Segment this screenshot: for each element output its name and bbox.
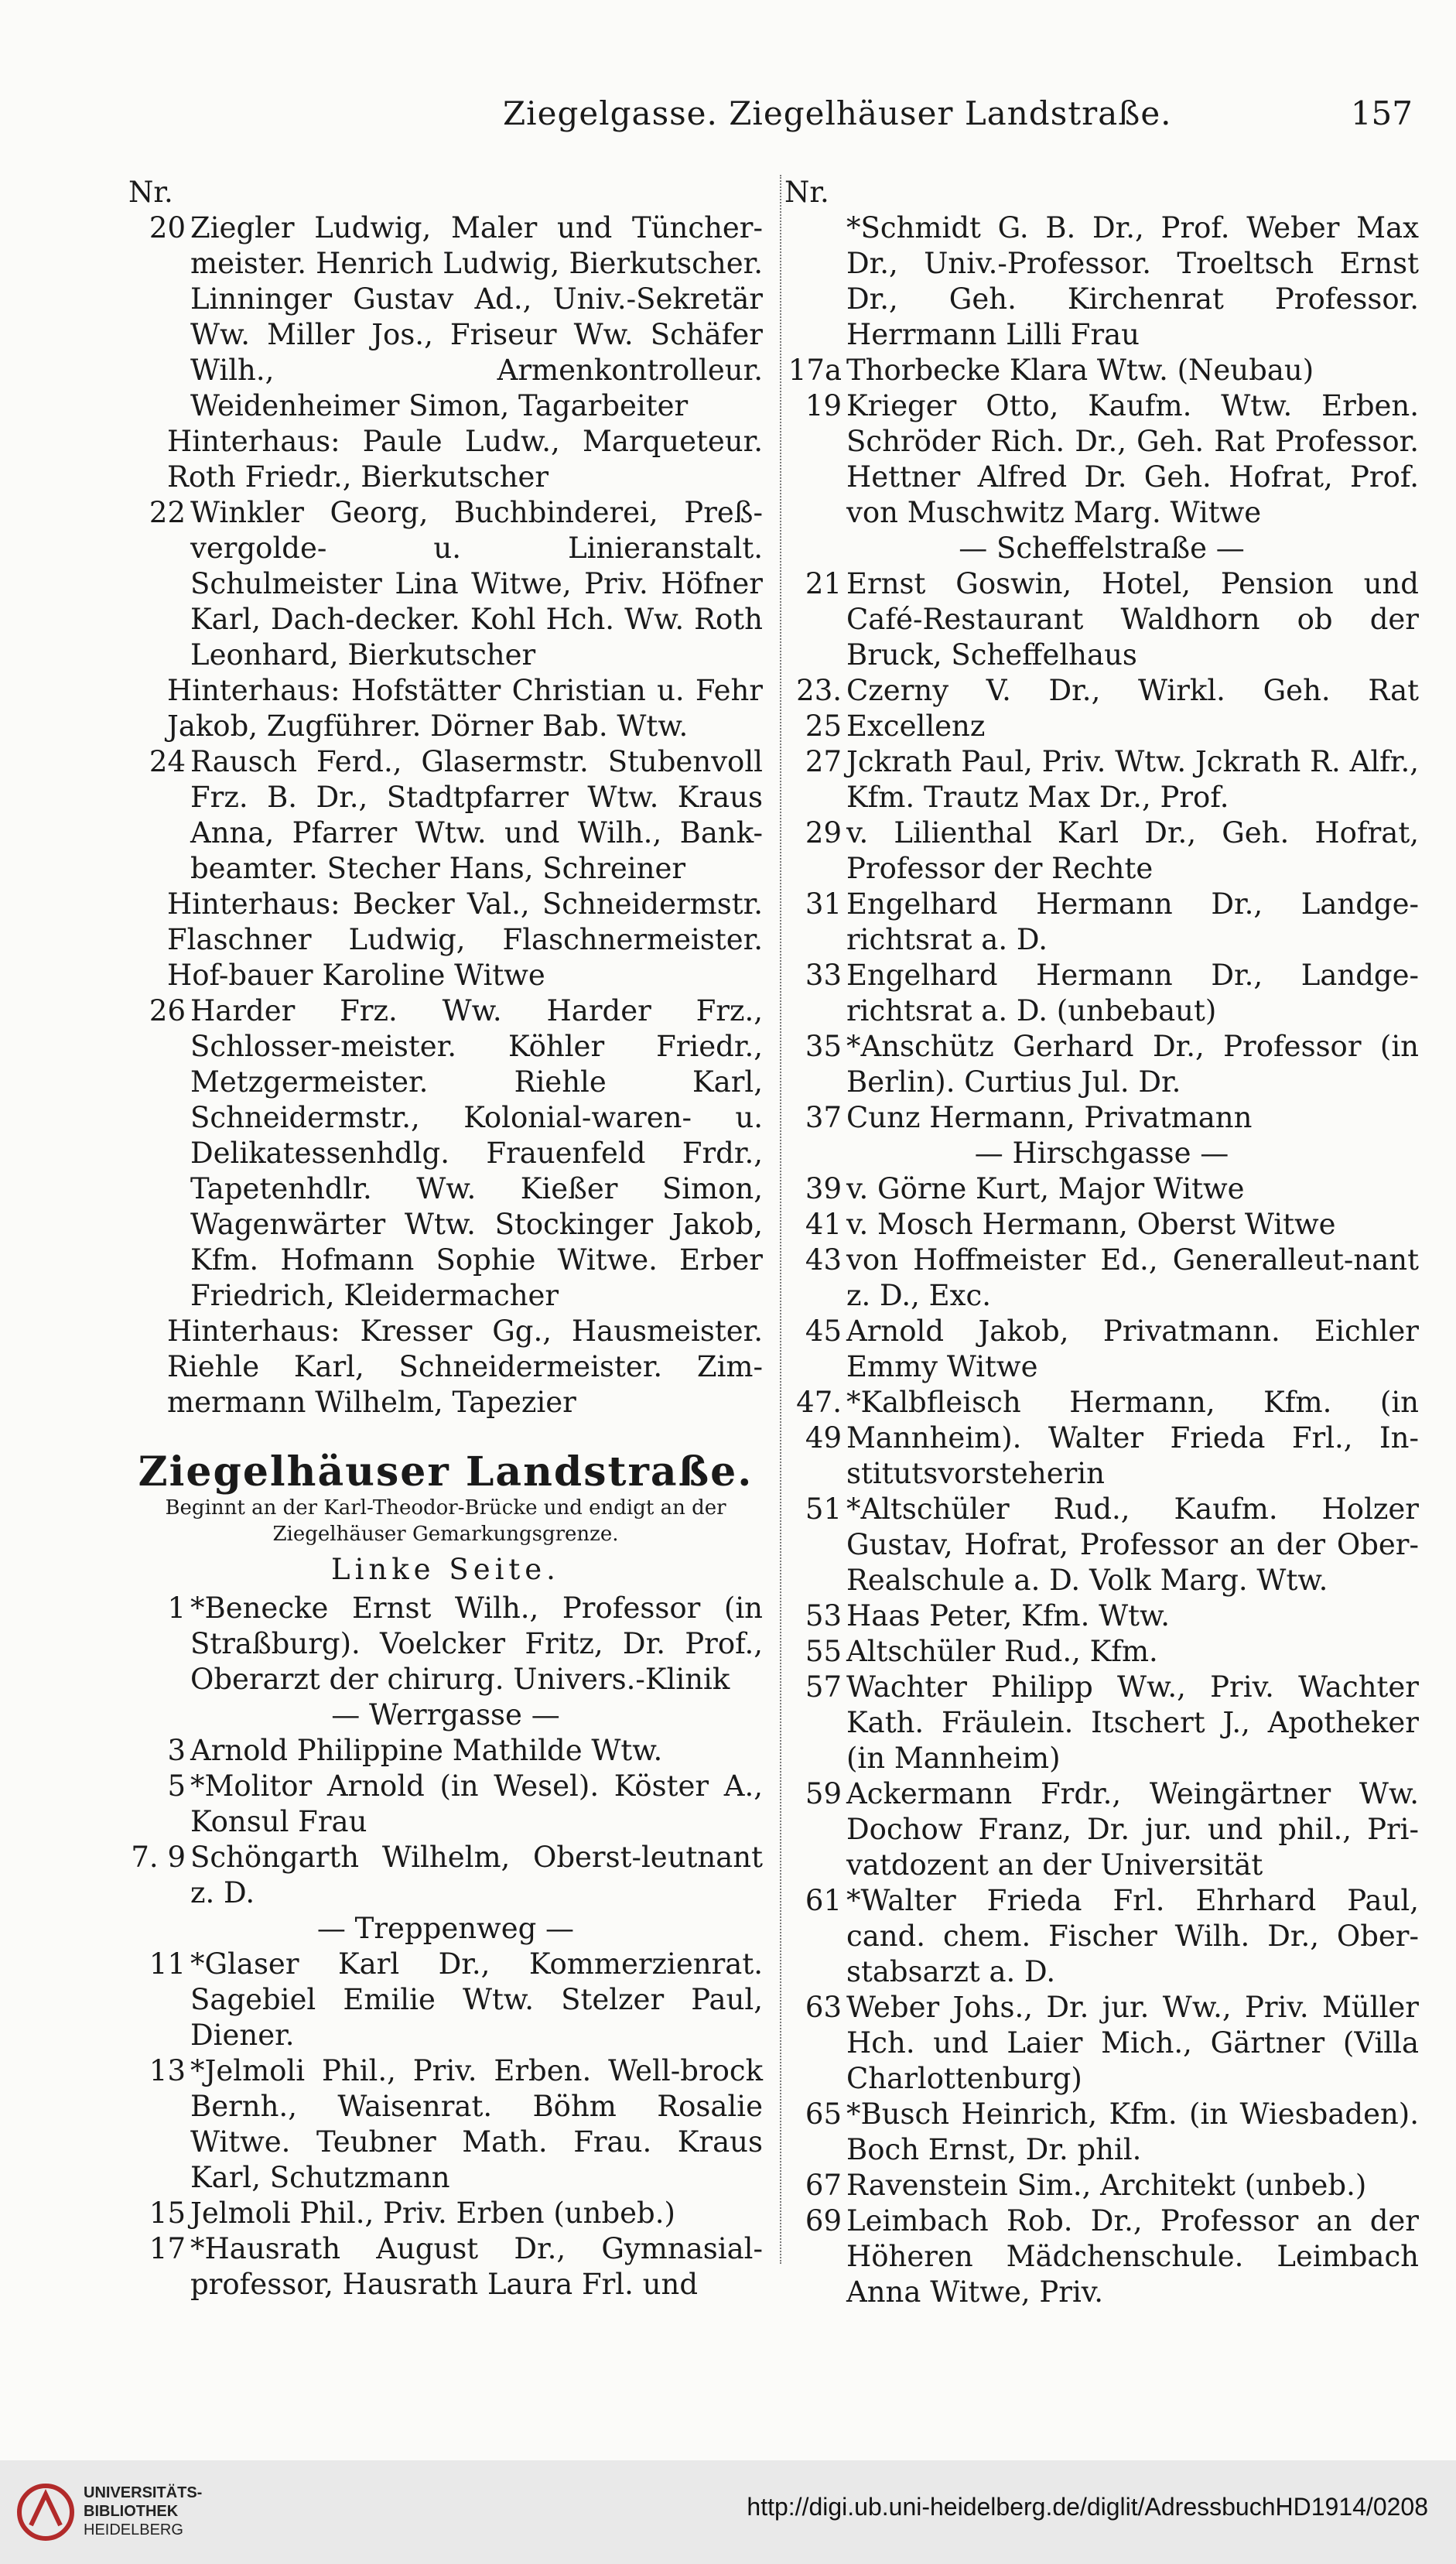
house-number: 13	[149, 2054, 186, 2087]
house-number: 39	[805, 1172, 842, 1205]
house-number: 47. 49	[796, 1386, 842, 1455]
resident-text: Czerny V. Dr., Wirkl. Geh. Rat Excellenz	[846, 674, 1419, 743]
rear-building-text: Hinterhaus: Kresser Gg., Hausmeister. Riehle Karl, Schneidermeister. Zim-mermann Wilhelm, Tapezier	[167, 1314, 763, 1419]
house-number: 69	[805, 2204, 842, 2238]
address-entry	[784, 887, 1419, 958]
house-number: 51	[805, 1492, 842, 1526]
address-entry	[784, 1314, 1419, 1385]
left-column	[128, 175, 763, 2302]
nr-label: Nr.	[128, 176, 173, 209]
column-divider	[780, 175, 782, 2264]
resident-text: *Hausrath August Dr., Gymnasial-professor, Hausrath Laura Frl. und	[190, 2232, 763, 2301]
resident-text: Engelhard Hermann Dr., Landge-richtsrat a. D.	[846, 887, 1419, 956]
address-entry	[128, 2196, 763, 2231]
address-entry	[784, 744, 1419, 815]
side-title: Linke Seite.	[331, 1553, 560, 1586]
house-number: 3	[167, 1734, 186, 1767]
right-column	[784, 175, 1419, 2310]
address-entry	[784, 2168, 1419, 2203]
house-number: 1	[167, 1591, 186, 1625]
resident-text: Jelmoli Phil., Priv. Erben (unbeb.)	[190, 2196, 675, 2230]
house-number: 29	[805, 816, 842, 850]
resident-text: Cunz Hermann, Privatmann	[846, 1101, 1253, 1134]
house-number: 19	[805, 389, 842, 422]
address-entry	[784, 1492, 1419, 1598]
library-name	[84, 2484, 202, 2539]
house-number: 59	[805, 1777, 842, 1810]
running-head: Ziegelgasse. Ziegelhäuser Landstraße.	[503, 94, 1172, 132]
house-number: 21	[805, 567, 842, 600]
house-number: 23. 25	[796, 674, 842, 743]
resident-text: Weber Johs., Dr. jur. Ww., Priv. Müller Hch. und Laier Mich., Gärtner (Villa Charlottenburg)	[846, 1991, 1419, 2095]
address-entry	[784, 1883, 1419, 1990]
address-entry	[784, 958, 1419, 1029]
page-number: 157	[1350, 94, 1413, 132]
address-entry	[784, 2203, 1419, 2310]
resident-text: von Hoffmeister Ed., Generalleut-nant z. D., Exc.	[846, 1243, 1419, 1312]
left-entries-bottom	[128, 1591, 763, 2302]
footer-bar	[0, 2460, 1456, 2564]
address-entry	[784, 815, 1419, 887]
address-entry	[784, 388, 1419, 531]
house-number: 17a	[788, 354, 842, 387]
resident-text: Rausch Ferd., Glasermstr. Stubenvoll Frz. B. Dr., Stadtpfarrer Wtw. Kraus Anna, Pfarrer Wtw. und Wilh., Bank-beamter. Stecher Hans, Schreiner	[190, 745, 763, 885]
resident-text: Harder Frz. Ww. Harder Frz., Schlosser-meister. Köhler Friedr., Metzgermeister. Riehle Karl, Schneidermstr., Kolonial-waren- u. Delikatessenhdlg. Frauenfeld Frdr., Tapetenhdlr. Ww. Kießer Simon, Wagenwärter Wtw. Stockinger Jakob, Kfm. Hofmann Sophie Witwe. Erber Friedrich, Kleidermacher	[190, 994, 763, 1312]
address-entry	[128, 1840, 763, 1911]
address-entry	[784, 1990, 1419, 2097]
resident-text: Altschüler Rud., Kfm.	[846, 1635, 1158, 1668]
cross-street: — Treppenweg —	[316, 1912, 575, 1945]
library-name-line1: UNIVERSITÄTS-	[84, 2484, 203, 2501]
cross-street: — Hirschgasse —	[974, 1137, 1229, 1170]
address-entry	[128, 1733, 763, 1769]
resident-text: Leimbach Rob. Dr., Professor an der Höheren Mädchenschule. Leimbach Anna Witwe, Priv.	[846, 2204, 1419, 2309]
address-entry	[784, 1207, 1419, 1243]
resident-text: *Molitor Arnold (in Wesel). Köster A., Konsul Frau	[190, 1769, 763, 1838]
page-header	[0, 85, 1456, 147]
address-entry	[784, 1243, 1419, 1314]
address-entry	[784, 210, 1419, 353]
resident-text: *Glaser Karl Dr., Kommerzienrat. Sagebiel Emilie Wtw. Stelzer Paul, Diener.	[190, 1947, 763, 2052]
address-entry	[128, 1947, 763, 2053]
resident-text: *Busch Heinrich, Kfm. (in Wiesbaden). Boch Ernst, Dr. phil.	[846, 2097, 1419, 2166]
house-number: 45	[805, 1314, 842, 1348]
resident-text: v. Lilienthal Karl Dr., Geh. Hofrat, Professor der Rechte	[846, 816, 1419, 885]
resident-text: Winkler Georg, Buchbinderei, Preß-vergolde- u. Linieranstalt. Schulmeister Lina Witwe, Priv. Höfner Karl, Dach-decker. Kohl Hch. Ww. Roth Leonhard, Bierkutscher	[190, 496, 763, 672]
address-entry	[784, 673, 1419, 744]
house-number: 37	[805, 1101, 842, 1134]
resident-text: Arnold Jakob, Privatmann. Eichler Emmy Witwe	[846, 1314, 1419, 1383]
house-number: 20	[149, 211, 186, 244]
rear-building-text: Hinterhaus: Becker Val., Schneidermstr. Flaschner Ludwig, Flaschnermeister. Hof-bauer Karoline Witwe	[167, 887, 763, 992]
house-number: 11	[149, 1947, 186, 1981]
library-name-line3: HEIDELBERG	[84, 2521, 183, 2538]
library-logo-icon	[14, 2480, 77, 2544]
permalink-url[interactable]: http://digi.ub.uni-heidelberg.de/diglit/AdressbuchHD1914/0208	[747, 2493, 1428, 2521]
house-number: 63	[805, 1991, 842, 2024]
library-name-line2: BIBLIOTHEK	[84, 2503, 179, 2520]
right-entries	[784, 210, 1419, 2310]
rear-building-text: Hinterhaus: Paule Ludw., Marqueteur. Roth Friedr., Bierkutscher	[167, 425, 763, 494]
address-entry	[784, 1598, 1419, 1634]
house-number: 53	[805, 1599, 842, 1632]
house-number: 26	[149, 994, 186, 1027]
nr-label: Nr.	[784, 176, 829, 209]
address-entry	[128, 1591, 763, 1697]
resident-text: Ackermann Frdr., Weingärtner Ww. Dochow Franz, Dr. jur. und phil., Pri-vatdozent an der Universität	[846, 1777, 1419, 1882]
house-number: 57	[805, 1670, 842, 1704]
resident-text: Engelhard Hermann Dr., Landge-richtsrat a. D. (unbebaut)	[846, 959, 1419, 1027]
address-entry	[784, 1670, 1419, 1776]
address-entry	[128, 2231, 763, 2302]
house-number: 61	[805, 1884, 842, 1917]
house-number: 17	[149, 2232, 186, 2265]
resident-text: *Walter Frieda Frl. Ehrhard Paul, cand. chem. Fischer Wilh. Dr., Ober-stabsarzt a. D.	[846, 1884, 1419, 1988]
cross-street: — Scheffelstraße —	[959, 532, 1245, 565]
house-number: 7. 9	[131, 1841, 186, 1874]
resident-text: v. Görne Kurt, Major Witwe	[846, 1172, 1245, 1205]
house-number: 67	[805, 2169, 842, 2202]
house-number: 33	[805, 959, 842, 992]
address-entry	[784, 1385, 1419, 1492]
cross-street: — Werrgasse —	[331, 1698, 560, 1732]
rear-building-text: Hinterhaus: Hofstätter Christian u. Fehr Jakob, Zugführer. Dörner Bab. Wtw.	[167, 674, 763, 743]
address-entry	[784, 1776, 1419, 1883]
section-description: Beginnt an der Karl-Theodor-Brücke und endigt an der Ziegelhäuser Gemarkungsgrenze.	[165, 1496, 726, 1546]
house-number: 55	[805, 1635, 842, 1668]
resident-text: Krieger Otto, Kaufm. Wtw. Erben. Schröder Rich. Dr., Geh. Rat Professor. Hettner Alfred Dr. Geh. Hofrat, Prof. von Muschwitz Marg. Witwe	[846, 389, 1419, 529]
address-entry	[128, 993, 763, 1314]
resident-text: Thorbecke Klara Wtw. (Neubau)	[846, 354, 1314, 387]
house-number: 65	[805, 2097, 842, 2131]
resident-text: *Schmidt G. B. Dr., Prof. Weber Max Dr., Univ.-Professor. Troeltsch Ernst Dr., Geh. Kirchenrat Professor. Herrmann Lilli Frau	[846, 211, 1419, 351]
address-entry	[128, 2053, 763, 2196]
address-entry	[784, 566, 1419, 673]
house-number: 5	[167, 1769, 186, 1803]
resident-text: Ravenstein Sim., Architekt (unbeb.)	[846, 2169, 1367, 2202]
house-number: 27	[805, 745, 842, 778]
house-number: 15	[149, 2196, 186, 2230]
section-title: Ziegelhäuser Landstraße.	[138, 1448, 754, 1496]
address-entry	[128, 1769, 763, 1840]
address-entry	[784, 2097, 1419, 2168]
address-entry	[784, 1171, 1419, 1207]
resident-text: *Anschütz Gerhard Dr., Professor (in Berlin). Curtius Jul. Dr.	[846, 1030, 1419, 1099]
address-entry	[784, 1029, 1419, 1100]
resident-text: *Altschüler Rud., Kaufm. Holzer Gustav, Hofrat, Professor an der Ober-Realschule a. D. Volk Marg. Wtw.	[846, 1492, 1419, 1597]
address-entry	[784, 353, 1419, 388]
address-entry	[128, 744, 763, 887]
resident-text: v. Mosch Hermann, Oberst Witwe	[846, 1208, 1336, 1241]
resident-text: Ernst Goswin, Hotel, Pension und Café-Restaurant Waldhorn ob der Bruck, Scheffelhaus	[846, 567, 1419, 672]
resident-text: *Kalbfleisch Hermann, Kfm. (in Mannheim). Walter Frieda Frl., In-stitutsvorsteherin	[846, 1386, 1419, 1490]
house-number: 35	[805, 1030, 842, 1063]
address-entry	[128, 495, 763, 673]
resident-text: Schöngarth Wilhelm, Oberst-leutnant z. D.	[190, 1841, 763, 1909]
resident-text: *Jelmoli Phil., Priv. Erben. Well-brock Bernh., Waisenrat. Böhm Rosalie Witwe. Teubner Math. Frau. Kraus Karl, Schutzmann	[190, 2054, 763, 2194]
resident-text: Wachter Philipp Ww., Priv. Wachter Kath. Fräulein. Itschert J., Apotheker (in Mannheim)	[846, 1670, 1419, 1775]
address-entry	[128, 210, 763, 424]
house-number: 31	[805, 887, 842, 921]
address-entry	[784, 1634, 1419, 1670]
resident-text: *Benecke Ernst Wilh., Professor (in Straßburg). Voelcker Fritz, Dr. Prof., Oberarzt der chirurg. Univers.-Klinik	[190, 1591, 763, 1696]
resident-text: Haas Peter, Kfm. Wtw.	[846, 1599, 1171, 1632]
house-number: 24	[149, 745, 186, 778]
resident-text: Jckrath Paul, Priv. Wtw. Jckrath R. Alfr., Kfm. Trautz Max Dr., Prof.	[846, 745, 1419, 814]
left-entries-top	[128, 210, 763, 1420]
house-number: 41	[805, 1208, 842, 1241]
address-entry	[784, 1100, 1419, 1136]
house-number: 22	[149, 496, 186, 529]
house-number: 43	[805, 1243, 842, 1277]
resident-text: Ziegler Ludwig, Maler und Tüncher-meister. Henrich Ludwig, Bierkutscher. Linninger Gustav Ad., Univ.-Sekretär Ww. Miller Jos., Friseur Ww. Schäfer Wilh., Armenkontrolleur. Weidenheimer Simon, Tagarbeiter	[190, 211, 763, 422]
resident-text: Arnold Philippine Mathilde Wtw.	[190, 1734, 663, 1767]
